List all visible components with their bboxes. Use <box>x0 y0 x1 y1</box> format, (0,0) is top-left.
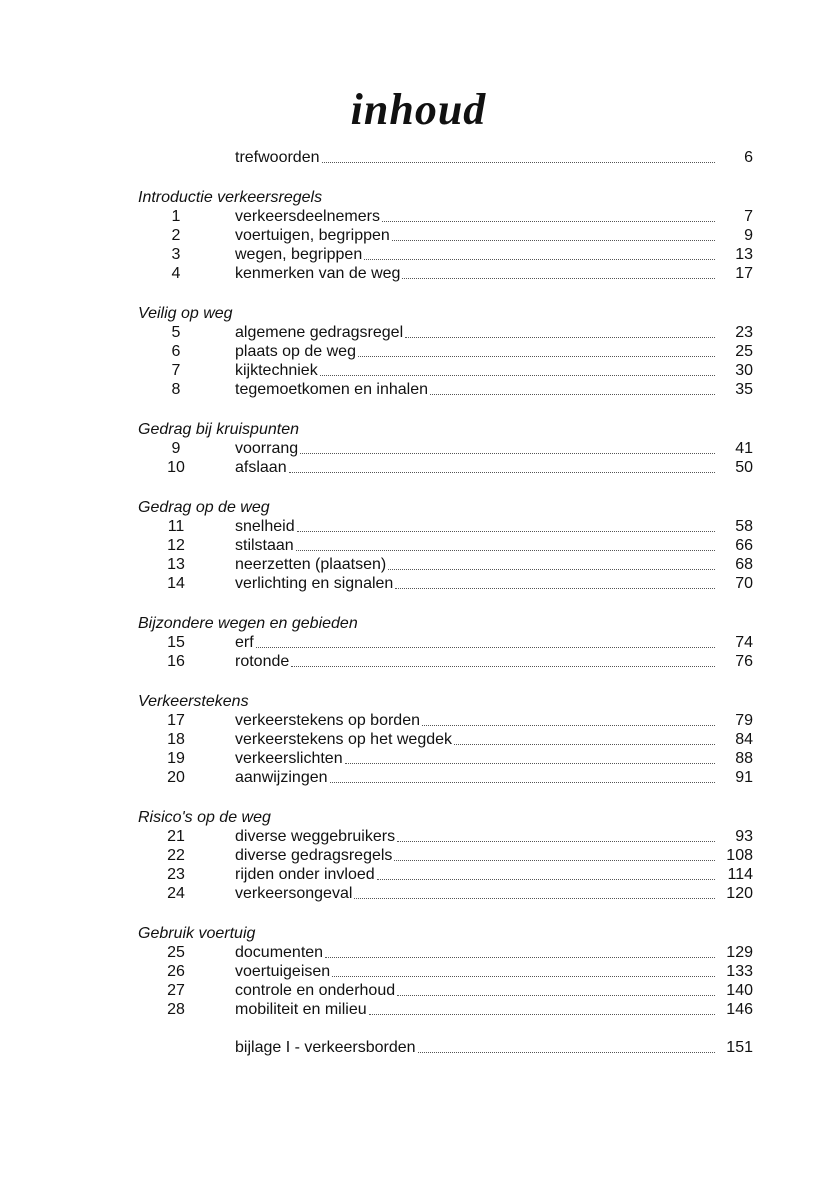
toc-entry[interactable] <box>0 517 837 536</box>
toc-entry-label: kenmerken van de weg <box>235 265 401 282</box>
toc-entry-page: 120 <box>726 885 753 902</box>
toc-entry[interactable] <box>0 711 837 730</box>
toc-entry-number: 6 <box>171 343 181 360</box>
toc-entry-label: algemene gedragsregel <box>235 324 404 341</box>
toc-entry-label: voertuigeisen <box>235 963 331 980</box>
dot-leader <box>330 781 715 783</box>
toc-entry-page: 9 <box>744 227 753 244</box>
toc-entry-number: 3 <box>171 246 181 263</box>
toc-entry[interactable] <box>0 458 837 477</box>
toc-entry[interactable] <box>0 749 837 768</box>
toc-entry-number: 2 <box>171 227 181 244</box>
toc-entry-page: 58 <box>735 518 753 535</box>
toc-entry-page: 114 <box>727 866 753 883</box>
dot-leader <box>325 956 715 958</box>
toc-entry[interactable] <box>0 943 837 962</box>
dot-leader <box>300 452 715 454</box>
toc-entry-number: 23 <box>167 866 185 883</box>
toc-entry-label: kijktechniek <box>235 362 318 379</box>
toc-entry-label: verkeersongeval <box>235 885 353 902</box>
dot-leader <box>296 549 715 551</box>
dot-leader <box>395 587 715 589</box>
toc-entry-page: 30 <box>735 362 753 379</box>
toc-entry-number: 13 <box>167 556 185 573</box>
toc-entry-label: erf <box>235 634 254 651</box>
toc-entry-label: verkeerstekens op borden <box>235 712 420 729</box>
dot-leader <box>394 859 715 861</box>
dot-leader <box>320 374 715 376</box>
table-of-contents <box>0 148 837 1057</box>
toc-entry-page: 140 <box>726 982 753 999</box>
toc-entry[interactable] <box>0 884 837 903</box>
toc-entry-page: 76 <box>735 653 753 670</box>
dot-leader <box>454 743 715 745</box>
toc-entry-number: 14 <box>167 575 185 592</box>
toc-entry[interactable] <box>0 342 837 361</box>
toc-entry-label: wegen, begrippen <box>235 246 363 263</box>
dot-leader <box>422 724 715 726</box>
toc-entry-number: 26 <box>167 963 185 980</box>
toc-section-heading: Risico's op de weg <box>138 809 271 826</box>
toc-entry-number: 11 <box>167 518 185 535</box>
toc-entry-page: 93 <box>735 828 753 845</box>
toc-entry-label: plaats op de weg <box>235 343 356 360</box>
toc-entry-page: 41 <box>735 440 753 457</box>
toc-entry-label: verkeerstekens op het wegdek <box>235 731 453 748</box>
toc-entry-number: 8 <box>171 381 181 398</box>
dot-leader <box>332 975 715 977</box>
dot-leader <box>354 897 715 899</box>
toc-entry-number: 16 <box>167 653 185 670</box>
toc-sections <box>0 188 837 1019</box>
toc-section-heading: Gedrag bij kruispunten <box>138 421 299 438</box>
toc-entry[interactable] <box>0 981 837 1000</box>
dot-leader <box>289 471 715 473</box>
dot-leader <box>322 161 716 163</box>
toc-entry-label: trefwoorden <box>235 149 320 166</box>
toc-entry-trefwoorden[interactable] <box>0 148 837 167</box>
toc-entry[interactable] <box>0 323 837 342</box>
toc-entry[interactable] <box>0 827 837 846</box>
toc-entry-page: 70 <box>735 575 753 592</box>
toc-entry-label: voorrang <box>235 440 299 457</box>
dot-leader <box>402 277 715 279</box>
toc-entry-number: 17 <box>167 712 185 729</box>
toc-entry-page: 35 <box>735 381 753 398</box>
toc-entry[interactable] <box>0 962 837 981</box>
toc-section-heading: Verkeerstekens <box>138 693 249 710</box>
toc-entry-number: 20 <box>167 769 185 786</box>
dot-leader <box>418 1051 715 1053</box>
toc-entry-page: 25 <box>735 343 753 360</box>
toc-entry-number: 15 <box>167 634 185 651</box>
dot-leader <box>377 878 715 880</box>
toc-entry-page: 74 <box>735 634 753 651</box>
toc-section-heading: Bijzondere wegen en gebieden <box>138 615 358 632</box>
toc-entry-number: 9 <box>171 440 181 457</box>
toc-entry-label: snelheid <box>235 518 295 535</box>
toc-entry-label: mobiliteit en milieu <box>235 1001 367 1018</box>
dot-leader <box>256 646 715 648</box>
dot-leader <box>297 530 715 532</box>
toc-entry-page: 50 <box>735 459 753 476</box>
toc-entry-number: 25 <box>167 944 185 961</box>
toc-entry-number: 4 <box>171 265 181 282</box>
toc-entry-label: voertuigen, begrippen <box>235 227 390 244</box>
toc-entry[interactable] <box>0 574 837 593</box>
toc-section-heading: Gebruik voertuig <box>138 925 256 942</box>
toc-entry-number: 1 <box>171 208 181 225</box>
toc-entry-label: neerzetten (plaatsen) <box>235 556 387 573</box>
toc-entry-label: diverse gedragsregels <box>235 847 393 864</box>
dot-leader <box>388 568 715 570</box>
toc-entry-label: rijden onder invloed <box>235 866 375 883</box>
toc-entry-number: 24 <box>167 885 185 902</box>
toc-entry-number: 19 <box>167 750 185 767</box>
toc-section-heading: Gedrag op de weg <box>138 499 270 516</box>
toc-entry[interactable] <box>0 555 837 574</box>
toc-entry-page: 79 <box>735 712 753 729</box>
toc-entry-page: 88 <box>735 750 753 767</box>
toc-entry[interactable] <box>0 380 837 399</box>
toc-entry-page: 68 <box>735 556 753 573</box>
dot-leader <box>382 220 715 222</box>
toc-entry[interactable] <box>0 207 837 226</box>
toc-entry-page: 6 <box>744 149 753 166</box>
toc-entry[interactable] <box>0 633 837 652</box>
toc-entry[interactable] <box>0 536 837 555</box>
toc-entry-label: documenten <box>235 944 324 961</box>
toc-entry-number: 22 <box>167 847 185 864</box>
toc-entry-label: verlichting en signalen <box>235 575 394 592</box>
toc-entry-label: afslaan <box>235 459 287 476</box>
dot-leader <box>369 1013 715 1015</box>
toc-entry-label: rotonde <box>235 653 290 670</box>
toc-entry-page: 13 <box>735 246 753 263</box>
toc-entry-page: 91 <box>735 769 753 786</box>
toc-entry-number: 5 <box>171 324 181 341</box>
toc-entry-number: 7 <box>171 362 181 379</box>
toc-entry-page: 7 <box>744 208 753 225</box>
toc-entry-number: 27 <box>167 982 185 999</box>
toc-entry-label: verkeerslichten <box>235 750 343 767</box>
toc-section-heading: Veilig op weg <box>138 305 233 322</box>
dot-leader <box>397 840 715 842</box>
dot-leader <box>397 994 715 996</box>
toc-entry-appendix[interactable] <box>0 1038 837 1057</box>
dot-leader <box>345 762 715 764</box>
toc-entry-page: 17 <box>735 265 753 282</box>
toc-entry-page: 108 <box>726 847 753 864</box>
toc-entry-number: 28 <box>167 1001 185 1018</box>
toc-entry[interactable] <box>0 652 837 671</box>
toc-entry-number: 18 <box>167 731 185 748</box>
toc-entry-label: aanwijzingen <box>235 769 328 786</box>
toc-entry[interactable] <box>0 846 837 865</box>
toc-entry-page: 66 <box>735 537 753 554</box>
toc-entry-number: 12 <box>167 537 185 554</box>
toc-entry-number: 10 <box>167 459 185 476</box>
dot-leader <box>405 336 715 338</box>
toc-entry[interactable] <box>0 264 837 283</box>
toc-entry[interactable] <box>0 768 837 787</box>
dot-leader <box>430 393 715 395</box>
dot-leader <box>291 665 715 667</box>
toc-entry[interactable] <box>0 361 837 380</box>
toc-entry-label: diverse weggebruikers <box>235 828 396 845</box>
dot-leader <box>364 258 715 260</box>
toc-entry[interactable] <box>0 245 837 264</box>
toc-entry-label: controle en onderhoud <box>235 982 396 999</box>
toc-entry-label: verkeersdeelnemers <box>235 208 380 225</box>
toc-entry[interactable] <box>0 865 837 884</box>
toc-entry-label: bijlage I - verkeersborden <box>235 1039 416 1056</box>
dot-leader <box>392 239 715 241</box>
toc-entry-number: 21 <box>167 828 185 845</box>
toc-entry-page: 133 <box>726 963 753 980</box>
toc-entry-page: 129 <box>726 944 753 961</box>
toc-entry-label: tegemoetkomen en inhalen <box>235 381 429 398</box>
toc-entry-page: 23 <box>735 324 753 341</box>
page-title: inhoud <box>350 85 487 134</box>
toc-entry-page: 146 <box>726 1001 753 1018</box>
toc-entry[interactable] <box>0 439 837 458</box>
toc-entry-label: stilstaan <box>235 537 294 554</box>
toc-entry-page: 151 <box>726 1039 753 1056</box>
toc-entry-page: 84 <box>735 731 753 748</box>
toc-entry[interactable] <box>0 730 837 749</box>
dot-leader <box>358 355 715 357</box>
toc-section-heading: Introductie verkeersregels <box>138 189 323 206</box>
toc-entry[interactable] <box>0 226 837 245</box>
toc-entry[interactable] <box>0 1000 837 1019</box>
